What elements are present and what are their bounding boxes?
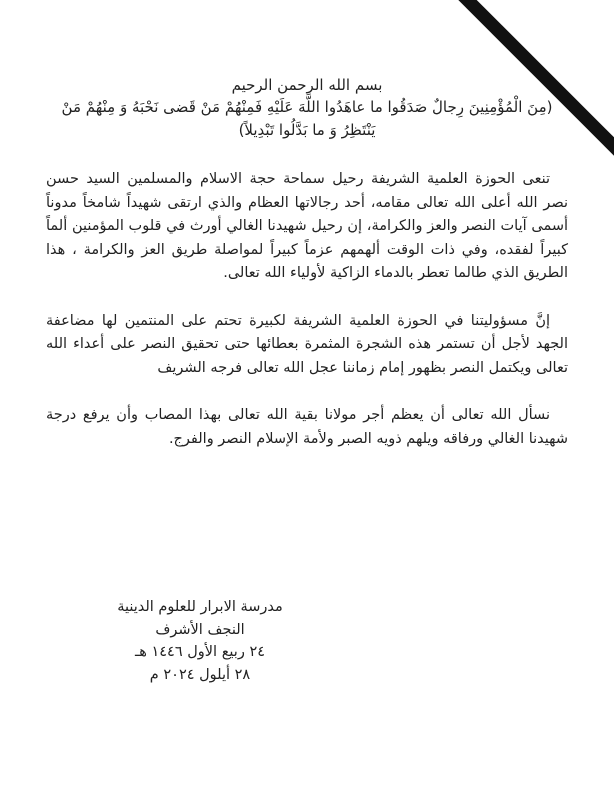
paragraph-prayer: [46, 404, 568, 451]
signature-block: [100, 596, 300, 686]
paragraph-responsibility: [46, 310, 568, 381]
hijri-date: ٢٤ ربيع الأول ١٤٤٦ هـ: [134, 644, 266, 660]
city-name: النجف الأشرف: [155, 621, 245, 638]
institution-name: مدرسة الابرار للعلوم الدينية: [117, 599, 283, 615]
gregorian-date: ٢٨ أيلول ٢٠٢٤ م: [149, 666, 251, 683]
quran-verse: (مِنَ الْمُؤْمِنِينَ رِجالٌ صَدَقُوا ما عاهَدُوا اللَّهَ عَلَيْهِ فَمِنْهُمْ مَنْ قَضى نَحْبَهُ وَ مِنْهُمْ مَنْ يَنْتَظِرُ وَ ما بَدَّلُوا تَبْدِيلاً): [61, 98, 553, 139]
paragraph-announcement: [46, 168, 568, 286]
basmala-heading: بسم الله الرحمن الرحيم: [231, 76, 383, 94]
condolence-letter: [46, 74, 568, 475]
paragraph-text: نسأل الله تعالى أن يعظم أجر مولانا بقية الله تعالى بهذا المصاب وأن يرفع درجة شهيدنا الغالي ورفاقه ويلهم ذويه الصبر ولأمة الإسلام النصر والفرج.: [46, 407, 568, 447]
paragraph-text: تنعى الحوزة العلمية الشريفة رحيل سماحة حجة الاسلام والمسلمين السيد حسن نصر الله أعلى الله تعالى مقامه، أحد رجالاتها العظام والذي ارتقى شهيداً شامخاً مدوناً أسمى آيات النصر والعز والكرامة، إن رحيل شهيدنا الغالي أورث في قلوب المؤمنين ألماً كبيراً لفقده، وفي ذات الوقت ألهمهم عزماً كبيراً لمواصلة طريق العز والكرامة ، هذا الطريق الذي طالما تعطر بالدماء الزاكية لأولياء الله تعالى.: [46, 171, 568, 281]
paragraph-text: إنَّ مسؤوليتنا في الحوزة العلمية الشريفة لكبيرة تحتم على المنتمين لها مضاعفة الجهد لأجل أن تستمر هذه الشجرة المثمرة بعطائها حتى تحقيق النصر على أعداء الله تعالى ويكتمل النصر بظهور إمام زماننا عجل الله تعالى فرجه الشريف: [46, 312, 568, 376]
